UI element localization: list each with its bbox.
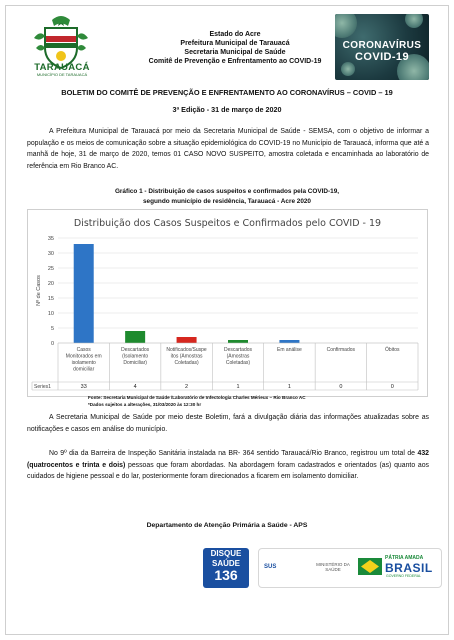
data-value-label: 2 [185,384,189,390]
bar [177,337,197,343]
paragraph-barrier-start: No 9º dia da Barreira de Inspeção Sanitária instalada na BR- 364 sentido Tarauacá/Rio Branco, registrou um total de [49,450,418,457]
bar [74,244,94,343]
ministry-logo: MINISTÉRIO DA SAÚDE [316,562,350,572]
y-tick-label: 25 [47,266,54,272]
paragraph-intro: A Prefeitura Municipal de Tarauacá por meio da Secretaria Municipal de Saúde - SEMSA, com o objetivo de informar a população e os meios de comunicação sobre a situação epidemiológica do COVID-19 no Município de Tarauacá, informa que até a manhã de hoje, 31 de março de 2020, temos 01 CASO NOVO SUSPEITO, amostra coletada e encaminhada ao laboratório de referência em Rio Branco AC. [27,128,429,170]
y-tick-label: 30 [47,251,54,257]
y-axis-label: Nº de Casos [36,275,42,306]
y-tick-label: 10 [47,311,54,317]
bar-chart [28,210,427,396]
graph-caption-line1: Gráfico 1 - Distribuição de casos suspeitos e confirmados pela COVID-19, [114,188,340,195]
header-comite: Comitê de Prevenção e Enfrentamento ao COVID-19 [148,58,322,65]
graph-caption [60,187,394,206]
source-note [88,395,408,408]
paragraph-barrier-count: 432 (quatrocentos e trinta e dois) [27,450,429,469]
bar [228,340,248,343]
header-prefeitura: Prefeitura Municipal de Tarauacá [180,40,290,47]
covid-banner-subtitle: COVID-19 [355,51,409,63]
logo-text: TARAUACÁ [34,62,90,73]
y-tick-label: 5 [50,326,54,332]
x-category-label: Casos Monitorados em isolamento domiciliar [65,347,102,373]
bulletin-title: BOLETIM DO COMITÊ DE PREVENÇÃO E ENFRENTAMENTO AO CORONAVÍRUS – COVID – 19 [61,88,393,97]
x-category-label: Em análise [277,347,302,353]
bar [279,340,299,343]
x-category-label: Descartados (Amostras Coletadas) [223,347,253,366]
data-value-label: 1 [287,384,291,390]
x-category-label: Confirmados [326,347,356,353]
covid-banner-image [335,14,429,80]
y-tick-label: 20 [47,281,54,287]
disque-label: DISQUE [210,549,242,558]
chart-title: Distribuição dos Casos Suspeitos e Confirmados pelo COVID - 19 [73,218,382,229]
bulletin-edition: 3ª Edição - 31 de março de 2020 [172,105,282,114]
header-state: Estado do Acre [209,31,261,38]
brasil-label: BRASIL [385,561,433,575]
x-category-label: Óbitos [385,347,400,353]
data-disclaimer: *Dados sujeitos a alterações, 31/03/2020 às 12:30 hr [88,401,202,407]
series-name: Series1 [34,384,51,390]
bar [125,331,145,343]
data-value-label: 33 [80,384,87,390]
paragraph-daily-updates: A Secretaria Municipal de Saúde por meio deste Boletim, fará a divulgação diária das informações atualizadas sobre as notificações e casos em análise do município. [27,414,429,433]
department-signature: Departamento de Atenção Primária a Saúde - APS [146,522,308,529]
governo-federal-label: GOVERNO FEDERAL [386,574,422,578]
source-line: Fonte: Secretaria Municipal de Saúde /Laboratório de Infectologia Charles Mérieux – Rio Branco AC [88,395,306,400]
header-secretaria: Secretaria Municipal de Saúde [184,49,286,56]
paragraph-barrier-end: pessoas que foram abordadas. Na abordagem foram cadastrados e orientados (as) quanto aos cuidados de higiene pessoal e do lar, posteriormente foram direcionados a ficarem em isolamento domiciliar. [27,461,429,481]
y-tick-label: 35 [47,236,54,242]
data-value-label: 4 [133,384,137,390]
logo-subtext: MUNICÍPIO DE TARAUACÁ [36,72,88,77]
y-tick-label: 0 [50,341,54,347]
x-category-label: Notificados/Suspe itos (Amostras Coletadas) [166,347,207,366]
y-tick-label: 15 [47,296,54,302]
header-block [120,30,350,66]
data-value-label: 0 [390,384,394,390]
x-category-label: Descartados (Isolamento Domiciliar) [121,347,150,366]
graph-caption-line2: segundo município de residência, Tarauacá - Acre 2020 [143,197,311,205]
sus-logo: SUS [264,564,277,570]
data-value-label: 0 [339,384,343,390]
data-value-label: 1 [236,384,240,390]
disque-number: 136 [214,567,238,583]
paragraph-barrier [27,448,429,483]
covid-banner-title: CORONAVÍRUS [342,40,422,51]
disque-saude-logo [203,548,249,588]
chart-container [27,209,428,397]
patria-amada-label: PÁTRIA AMADA [385,555,424,561]
saude-label: SAÚDE [211,559,240,568]
brazil-flag-icon [358,558,382,575]
